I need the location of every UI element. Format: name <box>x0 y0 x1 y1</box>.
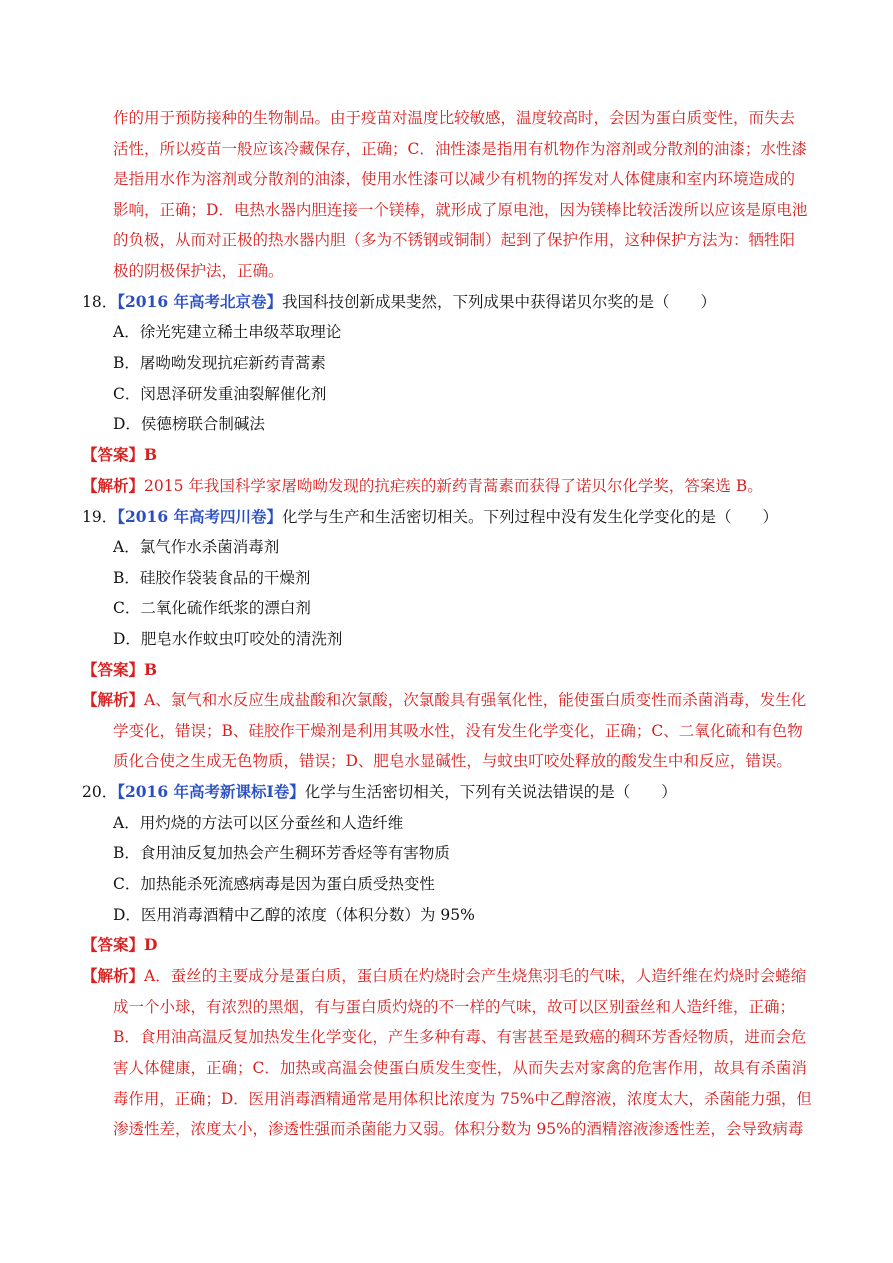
analysis-tag: 【解析】 <box>82 690 145 709</box>
answer-line <box>82 659 157 681</box>
option-b: B．食用油反复加热会产生稠环芳香烃等有害物质 <box>113 844 450 862</box>
q17-analysis-line: 活性，所以疫苗一般应该冷藏保存，正确；C．油性漆是指用有机物作为溶剂或分散剂的油漆；水性漆 <box>113 140 807 158</box>
analysis-text: A、氯气和水反应生成盐酸和次氯酸，次氯酸具有强氧化性，能使蛋白质变性而杀菌消毒，发生化 <box>144 691 807 709</box>
analysis-tag: 【解析】 <box>82 476 145 495</box>
analysis-line: 害人体健康，正确；C．加热或高温会使蛋白质发生变性，从而失去对家禽的危害作用，故具有杀菌消 <box>113 1059 807 1077</box>
answer-tag: 【答案】 <box>82 935 145 954</box>
option-d: D．侯德榜联合制碱法 <box>113 415 265 433</box>
answer-value: B <box>144 445 158 464</box>
option-c: C．二氧化硫作纸浆的漂白剂 <box>113 599 311 617</box>
question-stem: 化学与生产和生活密切相关。下列过程中没有发生化学变化的是（ ） <box>282 508 779 526</box>
answer-line <box>82 444 157 466</box>
analysis-text: 2015 年我国科学家屠呦呦发现的抗疟疾的新药青蒿素而获得了诺贝尔化学奖，答案选 B。 <box>144 477 763 495</box>
option-d: D．肥皂水作蚊虫叮咬处的清洗剂 <box>113 630 343 648</box>
option-b: B．硅胶作袋装食品的干燥剂 <box>113 569 311 587</box>
option-b: B．屠呦呦发现抗疟新药青蒿素 <box>113 354 326 372</box>
q17-analysis-line: 是指用水作为溶剂或分散剂的油漆，使用水性漆可以减少有机物的挥发对人体健康和室内环境造成的 <box>113 170 796 188</box>
option-a: A．徐光宪建立稀土串级萃取理论 <box>113 323 342 341</box>
question-20 <box>82 781 677 803</box>
analysis-line: 成一个小球，有浓烈的黑烟，有与蛋白质灼烧的不一样的气味，故可以区别蚕丝和人造纤维，正确； <box>113 998 796 1016</box>
question-number: 18． <box>82 293 118 311</box>
question-stem: 化学与生活密切相关，下列有关说法错误的是（ ） <box>304 783 677 801</box>
analysis-line <box>82 965 806 987</box>
option-d: D．医用消毒酒精中乙醇的浓度（体积分数）为 95% <box>113 906 475 924</box>
question-source: 【2016 年高考北京卷】 <box>117 292 283 311</box>
option-c: C．闵恩泽研发重油裂解催化剂 <box>113 385 327 403</box>
analysis-line: 渗透性差，浓度太小，渗透性强而杀菌能力又弱。体积分数为 95%的酒精溶液渗透性差，会导致病毒 <box>113 1120 804 1138</box>
q17-analysis-line: 作的用于预防接种的生物制品。由于疫苗对温度比较敏感，温度较高时，会因为蛋白质变性，而失去 <box>113 109 796 127</box>
answer-value: B <box>144 660 158 679</box>
question-source: 【2016 年高考四川卷】 <box>117 507 283 526</box>
option-a: A．用灼烧的方法可以区分蚕丝和人造纤维 <box>113 814 404 832</box>
question-number: 19． <box>82 508 118 526</box>
question-19 <box>82 506 778 528</box>
analysis-tag: 【解析】 <box>82 966 145 985</box>
analysis-line <box>82 475 763 497</box>
q17-analysis-line: 的负极，从而对正极的热水器内胆（多为不锈钢或铜制）起到了保护作用，这种保护方法为：牺牲阳 <box>113 231 796 249</box>
answer-tag: 【答案】 <box>82 660 145 679</box>
answer-tag: 【答案】 <box>82 445 145 464</box>
analysis-line <box>82 689 806 711</box>
analysis-line: 质化合使之生成无色物质，错误；D、肥皂水显碱性，与蚊虫叮咬处释放的酸发生中和反应，错误。 <box>113 752 792 770</box>
analysis-line: 学变化，错误；B、硅胶作干燥剂是利用其吸水性，没有发生化学变化，正确；C、二氧化硫和有色物 <box>113 722 803 740</box>
question-stem: 我国科技创新成果斐然，下列成果中获得诺贝尔奖的是（ ） <box>282 293 717 311</box>
question-18 <box>82 291 716 313</box>
option-a: A．氯气作水杀菌消毒剂 <box>113 538 280 556</box>
answer-line <box>82 934 157 956</box>
question-source: 【2016 年高考新课标Ⅰ卷】 <box>117 782 305 801</box>
q17-analysis-line: 影响，正确；D．电热水器内胆连接一个镁棒，就形成了原电池，因为镁棒比较活泼所以应该是原电池 <box>113 201 808 219</box>
q17-analysis-line: 极的阴极保护法，正确。 <box>113 262 284 280</box>
analysis-text: A．蚕丝的主要成分是蛋白质，蛋白质在灼烧时会产生烧焦羽毛的气味，人造纤维在灼烧时会蜷缩 <box>144 967 807 985</box>
option-c: C．加热能杀死流感病毒是因为蛋白质受热变性 <box>113 875 435 893</box>
question-number: 20． <box>82 783 118 801</box>
analysis-line: 毒作用，正确；D．医用消毒酒精通常是用体积比浓度为 75%中乙醇溶液，浓度太大，杀菌能力强，但 <box>113 1090 812 1108</box>
answer-value: D <box>144 935 158 954</box>
analysis-line: B．食用油高温反复加热发生化学变化，产生多种有毒、有害甚至是致癌的稠环芳香烃物质，进而会危 <box>113 1028 807 1046</box>
